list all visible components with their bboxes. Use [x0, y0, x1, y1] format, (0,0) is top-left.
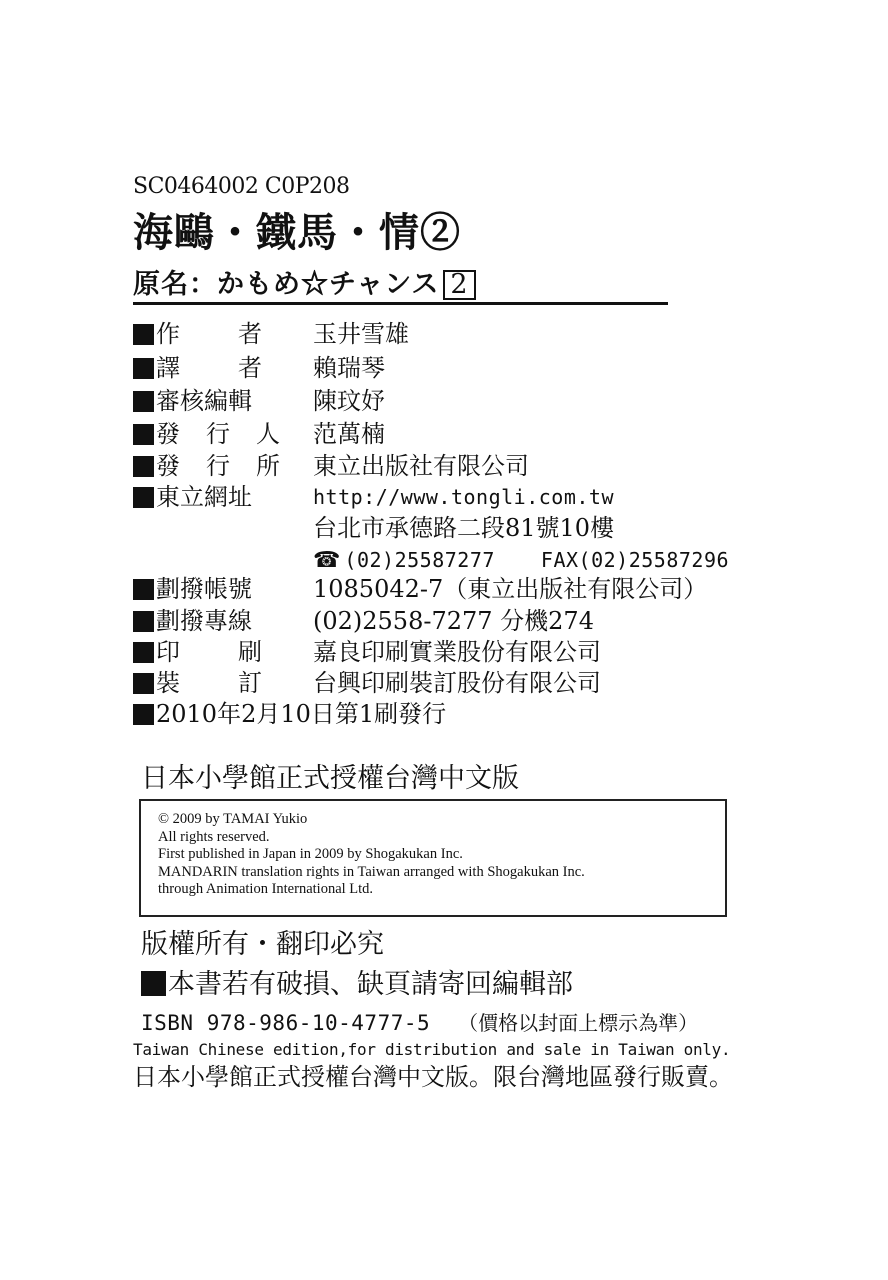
bullet-square-icon [133, 611, 154, 632]
bullet-square-icon [133, 391, 154, 412]
product-code: SC0464002 C0P208 [133, 174, 350, 199]
fax-number: FAX(02)25587296 [540, 548, 730, 572]
website-link[interactable]: http://www.tongli.com.tw [313, 485, 614, 509]
credit-value: 台興印刷裝訂股份有限公司 [313, 669, 601, 697]
isbn-line [141, 1008, 698, 1039]
phone-number: (02)25587277 [344, 548, 495, 572]
credit-value: 陳玟妤 [313, 387, 385, 415]
credit-value: 范萬楠 [313, 420, 385, 448]
credit-label: 印刷 [156, 638, 320, 666]
rights-reserved: 版權所有・翻印必究 [141, 929, 384, 960]
address-text: 台北市承德路二段81號10樓 [313, 514, 615, 542]
isbn-number: ISBN 978-986-10-4777-5 [141, 1011, 431, 1035]
original-volume-box: 2 [443, 270, 475, 300]
credit-label: 審核編輯 [156, 387, 252, 415]
credit-label: 譯者 [156, 354, 320, 382]
credit-value: (02)2558-7277 分機274 [313, 607, 594, 635]
title-divider [133, 302, 668, 305]
copyright-line: © 2009 by TAMAI Yukio [158, 811, 308, 827]
original-title-text: 原名：かもめ☆チャンス [133, 269, 440, 300]
telephone-icon: ☎ [313, 548, 341, 573]
bullet-square-icon [133, 579, 154, 600]
bullet-square-icon [133, 324, 154, 345]
credit-value: 玉井雪雄 [313, 320, 409, 348]
book-title: 海鷗・鐵馬・情② [133, 209, 461, 256]
credit-value: 1085042-7（東立出版社有限公司） [313, 575, 708, 603]
copyright-line: First published in Japan in 2009 by Shogakukan Inc. [158, 846, 463, 862]
price-note: （價格以封面上標示為準） [458, 1011, 699, 1035]
sales-region-notice: 日本小學館正式授權台灣中文版。限台灣地區發行販賣。 [133, 1063, 733, 1091]
credit-value: 東立出版社有限公司 [313, 452, 529, 480]
damage-notice [141, 968, 573, 1002]
bullet-square-icon [133, 456, 154, 477]
credit-label: 劃撥專線 [156, 607, 252, 635]
credit-label: 裝訂 [156, 669, 320, 697]
bullet-square-icon [133, 424, 154, 445]
bullet-square-icon [133, 673, 154, 694]
copyright-line: through Animation International Ltd. [158, 881, 374, 897]
copyright-line: MANDARIN translation rights in Taiwan arranged with Shogakukan Inc. [158, 863, 585, 880]
credit-label: 發行人 [156, 420, 306, 448]
bullet-square-icon [133, 487, 154, 508]
credit-value: 賴瑞琴 [313, 354, 385, 382]
authorization-heading: 日本小學館正式授權台灣中文版 [141, 763, 519, 794]
credit-label: 作者 [156, 320, 320, 348]
credit-value: 嘉良印刷實業股份有限公司 [313, 638, 601, 666]
damage-notice-text: 本書若有破損、缺頁請寄回編輯部 [168, 969, 573, 1000]
publication-date [133, 698, 446, 730]
copyright-box [139, 799, 727, 917]
bullet-square-icon [133, 642, 154, 663]
credit-label: 劃撥帳號 [156, 575, 252, 603]
original-title [133, 268, 476, 302]
distribution-note: Taiwan Chinese edition,for distribution and sale in Taiwan only. [133, 1040, 731, 1059]
credit-label: 東立網址 [156, 483, 252, 511]
bullet-square-icon [133, 704, 154, 725]
bullet-square-icon [141, 971, 166, 996]
credit-label: 發行所 [156, 452, 306, 480]
publication-date-text: 2010年2月10日第1刷發行 [156, 700, 447, 728]
bullet-square-icon [133, 358, 154, 379]
copyright-line: All rights reserved. [158, 828, 270, 845]
